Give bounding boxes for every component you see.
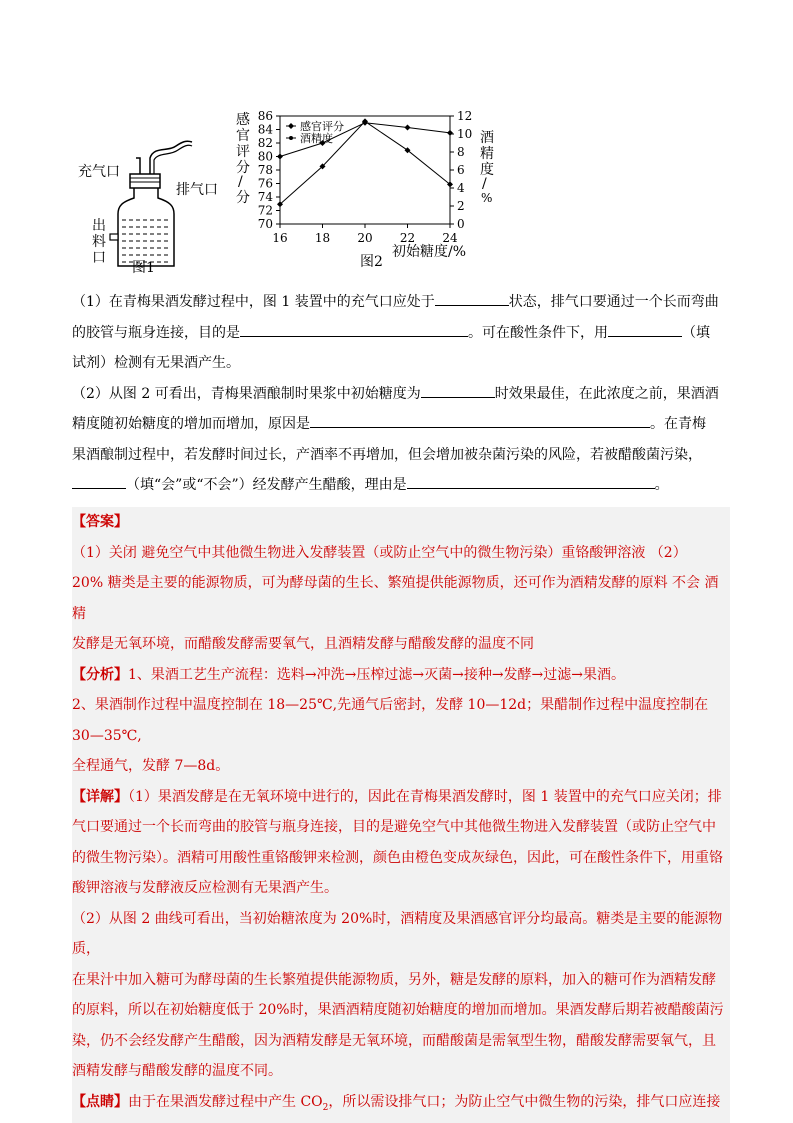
drain-label-1: 出 bbox=[92, 218, 106, 234]
analysis-line2: 2、果酒制作过程中温度控制在 18—25℃,先通气后密封，发酵 10—12d；果醋制作过程中温度控制在 30—35℃, bbox=[72, 697, 709, 744]
answer-line2: 20% 糖类是主要的能源物质，可为酵母菌的生长、繁殖提供能源物质，还可作为酒精发酵的原料 不会 酒精 bbox=[72, 575, 719, 622]
legend bbox=[286, 119, 344, 145]
svg-text:%: % bbox=[481, 191, 493, 205]
x-tick-label: 22 bbox=[399, 231, 416, 245]
q1-line2: 的胶管与瓶身连接，目的是 。可在酸性条件下，用 （填 bbox=[72, 318, 722, 349]
outlet-label: 排气口 bbox=[176, 182, 218, 198]
right-tick-label: 10 bbox=[457, 127, 473, 141]
figure-row bbox=[72, 106, 722, 276]
right-tick-label: 8 bbox=[457, 145, 465, 159]
blank-6[interactable] bbox=[72, 472, 126, 489]
svg-text:官: 官 bbox=[236, 128, 250, 144]
blank-2[interactable] bbox=[240, 320, 468, 337]
figure2-caption: 图2 bbox=[360, 254, 383, 270]
x-axis-label: 初始糖度/% bbox=[392, 244, 467, 260]
analysis-line3: 全程通气，发酵 7—8d。 bbox=[72, 758, 230, 774]
series-1-point bbox=[447, 130, 453, 136]
blank-5[interactable] bbox=[310, 411, 650, 428]
legend-marker-2 bbox=[289, 136, 293, 140]
detail-line7: 的原料，所以在初始糖度低于 20%时，果酒酒精度随初始糖度的增加而增加。果酒发酵后期若被醋酸菌污 bbox=[72, 1002, 724, 1018]
q1-line1: （1）在青梅果酒发酵过程中，图 1 装置中的充气口应处于 状态，排气口要通过一个长而弯曲 bbox=[72, 287, 722, 318]
left-tick-label: 78 bbox=[257, 163, 273, 177]
right-tick-label: 0 bbox=[457, 217, 465, 231]
q2-line3: 果酒酿制过程中，若发酵时间过长，产酒率不再增加，但会增加被杂菌污染的风险，若被醋酸菌污染， bbox=[72, 446, 702, 463]
x-tick-label: 16 bbox=[272, 231, 288, 245]
left-tick-label: 72 bbox=[257, 203, 273, 218]
x-tick-label: 18 bbox=[314, 231, 331, 245]
blank-3[interactable] bbox=[608, 320, 682, 337]
right-tick-label: 12 bbox=[457, 109, 473, 123]
svg-text:/: / bbox=[238, 174, 243, 190]
stopper bbox=[130, 174, 160, 188]
blank-1[interactable] bbox=[435, 289, 509, 306]
right-tick-label: 6 bbox=[457, 163, 465, 177]
detail-line9: 酒精发酵与醋酸发酵的温度不同。 bbox=[72, 1063, 282, 1079]
detail-line4: 酸钾溶液与发酵液反应检测有无果酒产生。 bbox=[72, 880, 338, 896]
svg-text:酒: 酒 bbox=[480, 130, 494, 146]
q2-line4: （填“会”或“不会”）经发酵产生醋酸，理由是 。 bbox=[72, 470, 722, 501]
x-tick-label: 24 bbox=[442, 231, 458, 245]
answer-line3: 发酵是无氧环境，而醋酸发酵需要氧气，且酒精发酵与醋酸发酵的温度不同 bbox=[72, 636, 534, 652]
svg-text:分: 分 bbox=[236, 160, 250, 176]
drain-label-2: 料 bbox=[92, 234, 106, 250]
left-tick-label: 86 bbox=[257, 109, 273, 123]
detail-line5: （2）从图 2 曲线可看出，当初始糖浓度为 20%时，酒精度及果酒感官评分均最高。糖类是主要的能源物质， bbox=[72, 910, 723, 957]
q1-line3: 试剂）检测有无果酒产生。 bbox=[72, 355, 240, 371]
svg-text:度: 度 bbox=[480, 162, 494, 178]
svg-text:分: 分 bbox=[236, 190, 250, 206]
svg-text:精: 精 bbox=[480, 146, 494, 162]
sugar-chart bbox=[234, 106, 534, 276]
detail-line6: 在果汁中加入糖可为酵母菌的生长繁殖提供能源物质，另外，糖是发酵的原料，加入的糖可作为酒精发酵 bbox=[72, 971, 716, 988]
series-1-point bbox=[277, 154, 283, 160]
left-tick-label: 70 bbox=[257, 217, 273, 231]
x-tick-label: 20 bbox=[357, 231, 373, 245]
drain-label-3: 口 bbox=[92, 250, 106, 266]
q2-line2: 精度随初始糖度的增加而增加，原因是 。在青梅 bbox=[72, 409, 722, 440]
analysis-line1: 【分析】1、果酒工艺生产流程：选料→冲洗→压榨过滤→灭菌→接种→发酵→过滤→果酒。 bbox=[72, 666, 626, 683]
left-tick-label: 84 bbox=[257, 122, 273, 137]
fermentation-apparatus-figure bbox=[72, 106, 252, 276]
right-tick-label: 2 bbox=[457, 199, 465, 213]
left-axis-label bbox=[236, 111, 250, 206]
left-tick-label: 74 bbox=[257, 190, 273, 204]
inlet-label: 充气口 bbox=[78, 164, 120, 180]
series-1-point bbox=[405, 124, 411, 130]
answer-block bbox=[72, 507, 730, 1123]
q2-line1: （2）从图 2 可看出，青梅果酒酿制时果浆中初始糖度为 时效果最佳，在此浓度之前，果酒酒 bbox=[72, 379, 722, 410]
liquid bbox=[122, 220, 170, 262]
answer-line1: 【答案】（1）关闭 避免空气中其他微生物进入发酵装置（或防止空气中的微生物污染）重铬酸钾溶液 （2） bbox=[72, 514, 687, 561]
drain-spout bbox=[110, 234, 118, 240]
left-tick-label: 82 bbox=[257, 136, 273, 150]
detail-line8: 染，仍不会经发酵产生醋酸，因为酒精发酵是无氧环境，而醋酸菌是需氧型生物，醋酸发酵需要氧气，且 bbox=[72, 1032, 716, 1049]
blank-7[interactable] bbox=[407, 472, 655, 489]
blank-4[interactable] bbox=[421, 381, 495, 398]
left-tick-label: 76 bbox=[257, 176, 273, 191]
svg-text:评: 评 bbox=[236, 144, 250, 160]
inlet-tube bbox=[136, 158, 140, 174]
left-tick-label: 80 bbox=[257, 149, 273, 164]
detail-line3: 的微生物污染）。酒精可用酸性重铬酸钾来检测，颜色由橙色变成灰绿色，因此，可在酸性条件下，用重铬 bbox=[72, 849, 723, 866]
detail-line1: 【详解】（1）果酒发酵是在无氧环境中进行的，因此在青梅果酒发酵时，图 1 装置中的充气口应关闭；排 bbox=[72, 788, 722, 805]
legend-label-1: 感官评分 bbox=[300, 120, 344, 133]
figure1-caption: 图1 bbox=[132, 260, 155, 276]
legend-marker-1 bbox=[288, 123, 294, 129]
question-block bbox=[72, 287, 722, 501]
svg-text:感: 感 bbox=[236, 112, 250, 128]
right-tick-label: 4 bbox=[457, 181, 465, 195]
tip-line1: 【点睛】由于在果酒发酵过程中产生 $CO_2$，所以需设排气口；为防止空气中微生物的污染，排气口应连接 bbox=[72, 1093, 721, 1113]
legend-label-2: 酒精度 bbox=[300, 132, 333, 145]
detail-line2: 气口要通过一个长而弯曲的胶管与瓶身连接，目的是避免空气中其他微生物进入发酵装置（或防止空气中 bbox=[72, 819, 716, 835]
right-axis-label bbox=[480, 130, 494, 205]
svg-text:/: / bbox=[482, 176, 487, 192]
